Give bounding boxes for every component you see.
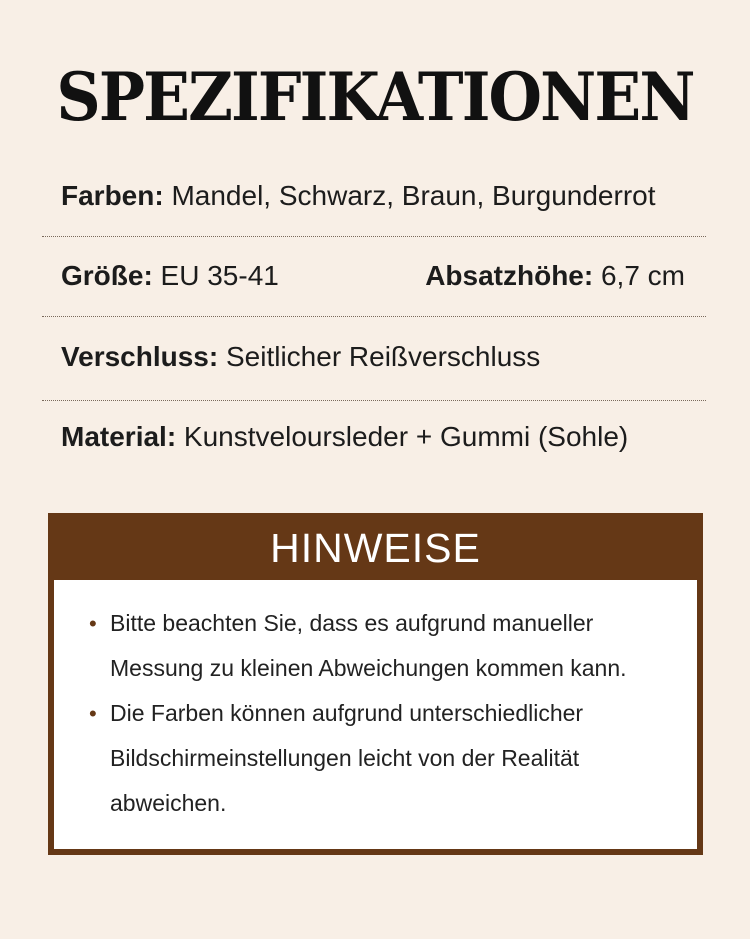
- divider: [42, 400, 706, 401]
- list-item: [84, 601, 674, 691]
- note-text: Bitte beachten Sie, dass es aufgrund manueller Messung zu kleinen Abweichungen kommen kann.: [110, 610, 627, 681]
- spec-label-verschluss: Verschluss:: [61, 341, 219, 372]
- bullet-icon: •: [89, 611, 97, 636]
- divider: [42, 236, 706, 237]
- spec-label-material: Material:: [61, 421, 177, 452]
- spec-label-farben: Farben:: [61, 180, 164, 211]
- spec-value-material: Kunstveloursleder + Gummi (Sohle): [176, 421, 629, 452]
- bullet-icon: •: [89, 701, 97, 726]
- divider: [42, 316, 706, 317]
- spec-value-farben: Mandel, Schwarz, Braun, Burgunderrot: [163, 180, 656, 211]
- spec-value-verschluss: Seitlicher Reißverschluss: [218, 341, 541, 372]
- notes-box: [48, 513, 703, 855]
- spec-label-absatzhoehe: Absatzhöhe:: [425, 260, 594, 291]
- list-item: [84, 691, 674, 826]
- notes-list: [84, 601, 674, 826]
- spec-row-groesse: [61, 258, 685, 294]
- spec-row-verschluss: [61, 339, 685, 375]
- page-title: SPEZIFIKATIONEN: [56, 58, 694, 136]
- spec-absatzhoehe: [425, 258, 685, 294]
- spec-row-farben: [61, 178, 685, 214]
- spec-label-groesse: Größe:: [61, 260, 153, 291]
- notes-header: HINWEISE: [270, 525, 481, 571]
- note-text: Die Farben können aufgrund unterschiedlicher Bildschirmeinstellungen leicht von der Realität abweichen.: [110, 700, 584, 816]
- spec-value-groesse: EU 35-41: [152, 260, 279, 291]
- notes-body: [54, 580, 697, 849]
- spec-row-material: [61, 419, 685, 455]
- spec-value-absatzhoehe: 6,7 cm: [593, 260, 685, 291]
